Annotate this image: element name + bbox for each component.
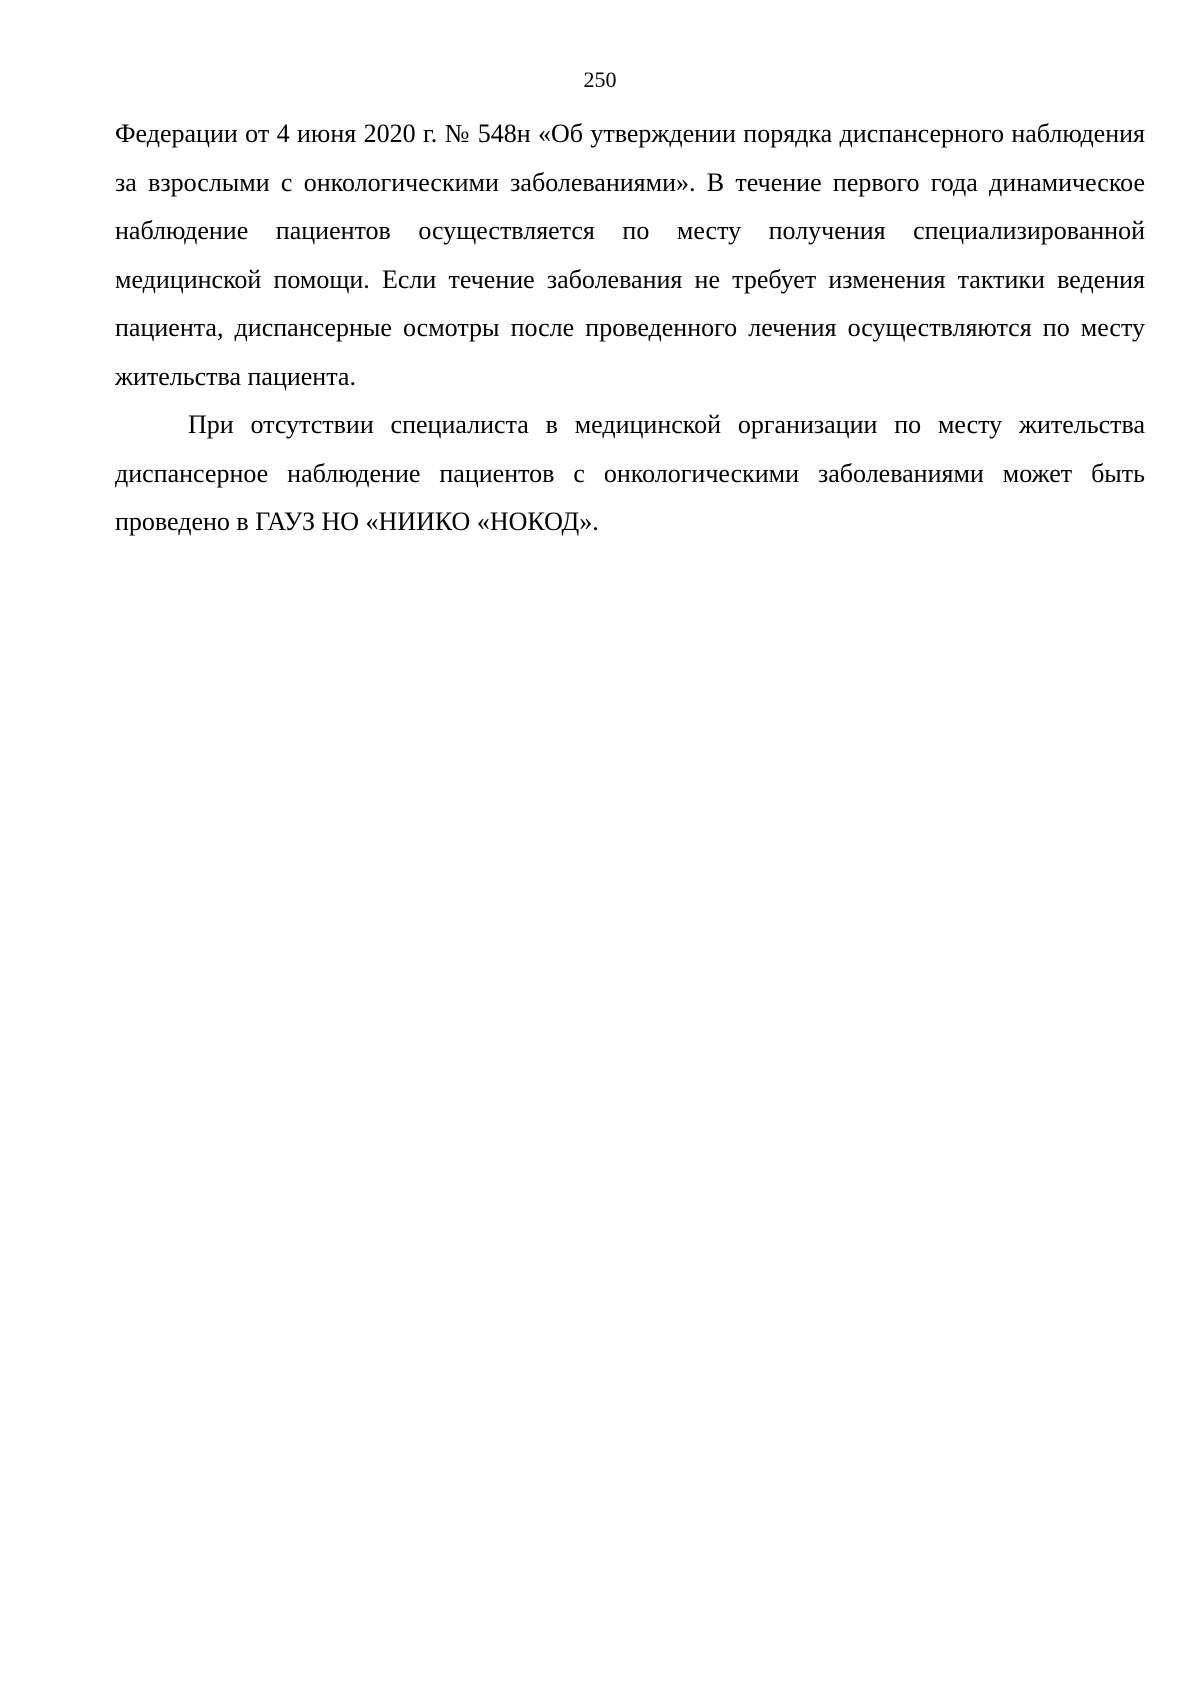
document-body — [115, 110, 1145, 547]
paragraph-specialist-absence: При отсутствии специалиста в медицинской организации по месту жительства диспансерное наблюдение пациентов с онкологическими заболеваниями может быть проведено в ГАУЗ НО «НИИКО «НОКОД». — [115, 410, 1145, 536]
paragraph-continuation: Федерации от 4 июня 2020 г. № 548н «Об утверждении порядка диспансерного наблюдения за взрослыми с онкологическими заболеваниями». В течение первого года динамическое наблюдение пациентов осуществляется по месту получения специализированной медицинской помощи. Если течение заболевания не требует изменения тактики ведения пациента, диспансерные осмотры после проведенного лечения осуществляются по месту жительства пациента. — [115, 119, 1145, 391]
page-number: 250 — [583, 67, 617, 92]
